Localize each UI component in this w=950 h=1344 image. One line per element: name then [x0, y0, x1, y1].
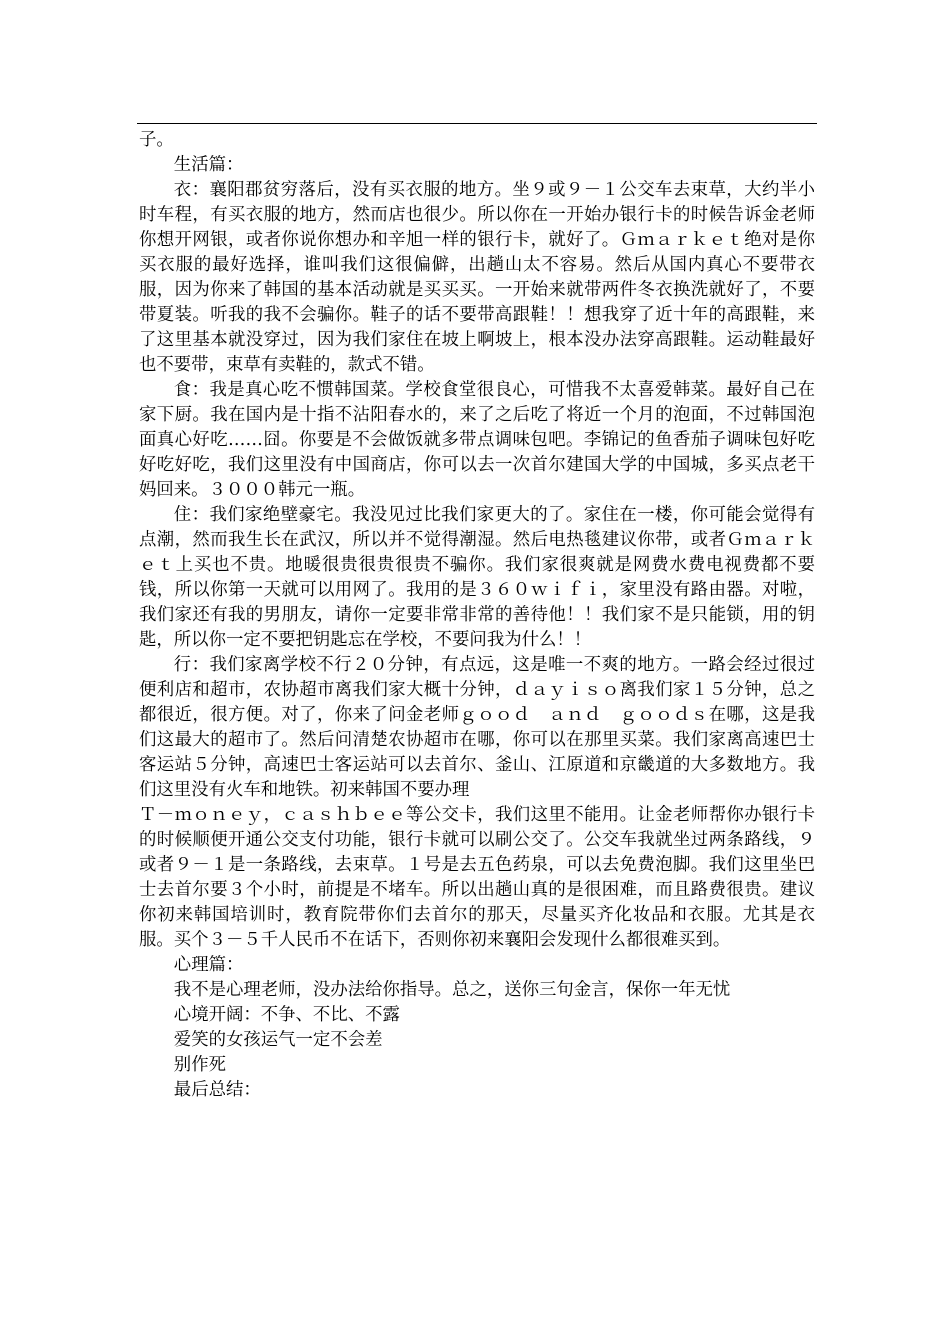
- document-body: [139, 128, 815, 1103]
- paragraph-clothing: 衣：襄阳郡贫穷落后，没有买衣服的地方。坐９或９－１公交车去束草，大约半小时车程，有买衣服的地方，然而店也很少。所以你在一开始办银行卡的时候告诉金老师你想开网银，或者你说你想办和辛旭一样的银行卡，就好了。Ｇｍａｒｋｅｔ绝对是你买衣服的最好选择，谁叫我们这很偏僻，出趟山太不容易。然后从国内真心不要带衣服，因为你来了韩国的基本活动就是买买买。一开始来就带两件冬衣换洗就好了，不要带夏装。听我的我不会骗你。鞋子的话不要带高跟鞋！！想我穿了近十年的高跟鞋，来了这里基本就没穿过，因为我们家住在坡上啊坡上，根本没办法穿高跟鞋。运动鞋最好也不要带，束草有卖鞋的，款式不错。: [139, 180, 815, 375]
- section-heading-life: 生活篇：: [173, 155, 244, 175]
- section-heading-summary: 最后总结：: [173, 1080, 261, 1100]
- psychology-intro: 我不是心理老师，没办法给你指导。总之，送你三句金言，保你一年无忧: [173, 980, 731, 1000]
- paragraph-transport-continued: Ｔ－ｍｏｎｅｙ，ｃａｓｈｂｅｅ等公交卡，我们这里不能用。让金老师帮你办银行卡的时候顺便开通公交支付功能，银行卡就可以刷公交了。公交车我就坐过两条路线，９或者９－１是一条路线，去束草。１号是去五色药泉，可以去免费泡脚。我们这里坐巴士去首尔要３个小时，前提是不堵车。所以出趟山真的是很困难，而且路费很贵。建议你初来韩国培训时，教育院带你们去首尔的那天，尽量买齐化妆品和衣服。尤其是衣服。买个３－５千人民币不在话下，否则你初来襄阳会发现什么都很难买到。: [139, 805, 815, 950]
- paragraph-transport: 行：我们家离学校不行２０分钟，有点远，这是唯一不爽的地方。一路会经过很过便利店和超市，农协超市离我们家大概十分钟，ｄａｙｉｓｏ离我们家１５分钟，总之都很近，很方便。对了，你来了问金老师ｇｏｏｄ ａｎｄ ｇｏｏｄｓ在哪，这是我们这最大的超市了。然后问清楚农协超市在哪，你可以在那里买菜。我们家离高速巴士客运站５分钟，高速巴士客运站可以去首尔、釜山、江原道和京畿道的大多数地方。我们这里没有火车和地铁。初来韩国不要办理: [139, 655, 815, 800]
- section-heading-psychology: 心理篇：: [173, 955, 244, 975]
- paragraph-food: 食：我是真心吃不惯韩国菜。学校食堂很良心，可惜我不太喜爱韩菜。最好自己在家下厨。我在国内是十指不沾阳春水的，来了之后吃了将近一个月的泡面，不过韩国泡面真心好吃……囧。你要是不会做饭就多带点调味包吧。李锦记的鱼香茄子调味包好吃好吃好吃，我们这里没有中国商店，你可以去一次首尔建国大学的中国城，多买点老干妈回来。３０００韩元一瓶。: [139, 380, 815, 500]
- header-rule: [137, 123, 817, 124]
- golden-saying-1: 心境开阔：不争、不比、不露: [173, 1005, 400, 1025]
- paragraph-housing: 住：我们家绝壁豪宅。我没见过比我们家更大的了。家住在一楼，你可能会觉得有点潮，然而我生长在武汉，所以并不觉得潮湿。然后电热毯建议你带，或者Ｇｍａｒｋｅｔ上买也不贵。地暖很贵很贵很贵不骗你。我们家很爽就是网费水费电视费都不要钱，所以你第一天就可以用网了。我用的是３６０ｗｉｆｉ，家里没有路由器。对啦，我们家还有我的男朋友，请你一定要非常非常的善待他！！我们家不是只能锁，用的钥匙，所以你一定不要把钥匙忘在学校，不要问我为什么！！: [139, 505, 815, 650]
- golden-saying-3: 别作死: [173, 1055, 226, 1075]
- golden-saying-2: 爱笑的女孩运气一定不会差: [173, 1030, 383, 1050]
- continuation-line: 子。: [139, 130, 174, 150]
